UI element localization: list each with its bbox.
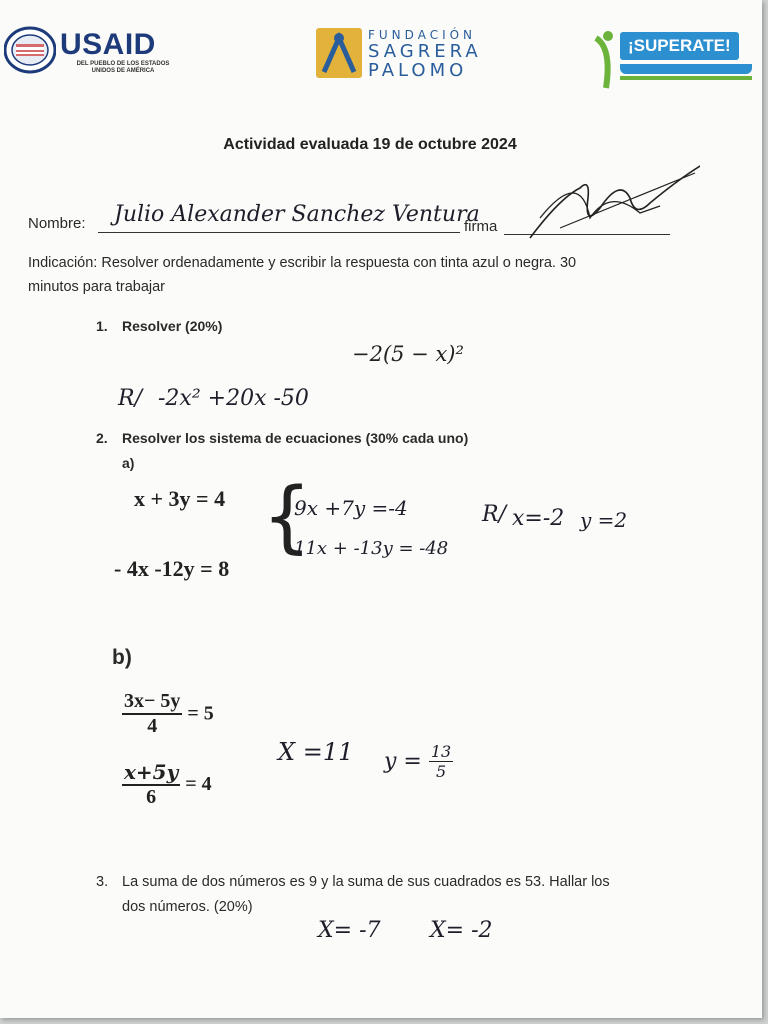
q2b-eq1-denominator: 4 xyxy=(147,715,158,737)
q1-number: 1. xyxy=(96,318,108,334)
nombre-value: Julio Alexander Sanchez Ventura xyxy=(114,202,480,227)
system-brace-icon: { xyxy=(262,472,312,562)
fundacion-emblem-icon xyxy=(316,28,362,78)
q2b-answer-y-label: y = xyxy=(384,749,422,774)
q2b-eq1-rhs: = 5 xyxy=(187,702,214,725)
q2-eq2: - 4x -12y = 8 xyxy=(114,556,230,581)
q3-number: 3. xyxy=(96,874,109,890)
q2b-eq1 xyxy=(122,690,214,738)
q3-answer1: X= -7 xyxy=(318,918,381,943)
fundacion-logo xyxy=(316,28,516,82)
q3-text-line2: dos números. (20%) xyxy=(122,899,253,915)
q2-answer-prefix: R/ xyxy=(482,502,506,527)
q2b-answer-y-num: 13 xyxy=(430,742,452,761)
fundacion-top-text: FUNDACIÓN xyxy=(368,28,477,42)
q2-part-b: b) xyxy=(112,646,132,669)
fundacion-bottom-text: PALOMO xyxy=(368,60,468,81)
q2-eq1: x + 3y = 4 xyxy=(134,486,226,511)
q2-answer-y: y =2 xyxy=(580,508,628,532)
q1-answer-prefix: R/ xyxy=(118,386,142,411)
superate-stripe-green xyxy=(620,76,752,80)
usaid-seal-icon xyxy=(4,26,56,74)
q2b-answer-y-den: 5 xyxy=(435,762,447,781)
q2-number: 2. xyxy=(96,430,108,446)
q3-answer2: X= -2 xyxy=(430,918,493,943)
q2-text: Resolver los sistema de ecuaciones (30% cada uno) xyxy=(122,430,469,446)
superate-stripe xyxy=(620,64,752,74)
usaid-name: USAID xyxy=(60,28,156,61)
q3-text-line1: La suma de dos números es 9 y la suma de sus cuadrados es 53. Hallar los xyxy=(122,874,610,890)
signature-icon xyxy=(520,158,700,248)
firma-label: firma xyxy=(464,218,498,235)
q2-work1: 9x +7y =-4 xyxy=(294,496,408,520)
page-title: Actividad evaluada 19 de octubre 2024 xyxy=(223,136,517,153)
nombre-line xyxy=(98,232,460,233)
q2b-eq2-rhs: = 4 xyxy=(185,773,212,795)
usaid-logo xyxy=(4,26,184,78)
q2-work2: 11x + -13y = -48 xyxy=(294,538,449,559)
indicacion-text: Indicación: Resolver ordenadamente y escribir la respuesta con tinta azul o negra. 30 xyxy=(28,255,577,271)
usaid-subtitle: DEL PUEBLO DE LOS ESTADOS UNIDOS DE AMÉRICA xyxy=(76,61,170,74)
nombre-label: Nombre: xyxy=(28,215,86,232)
q2b-eq1-numerator: 3x− 5y xyxy=(122,690,182,715)
indicacion-text-line2: minutos para trabajar xyxy=(28,279,166,295)
q2b-eq2-denominator: 6 xyxy=(146,786,157,808)
q2b-eq2 xyxy=(122,760,212,809)
q1-expression: −2(5 − x)² xyxy=(352,342,464,366)
q2b-answer-x: X =11 xyxy=(278,738,354,766)
q2b-eq2-numerator: x+5y xyxy=(124,760,179,784)
superate-logo xyxy=(592,28,760,92)
superate-banner: ¡SUPERATE! xyxy=(620,32,739,60)
q2-part-a: a) xyxy=(122,455,135,471)
q1-text: Resolver (20%) xyxy=(122,318,223,334)
q2b-answer-y xyxy=(384,742,453,781)
fundacion-mid-text: SAGRERA xyxy=(368,41,482,62)
q2-answer-x: x=-2 xyxy=(512,506,565,531)
q1-answer: -2x² +20x -50 xyxy=(158,386,309,411)
